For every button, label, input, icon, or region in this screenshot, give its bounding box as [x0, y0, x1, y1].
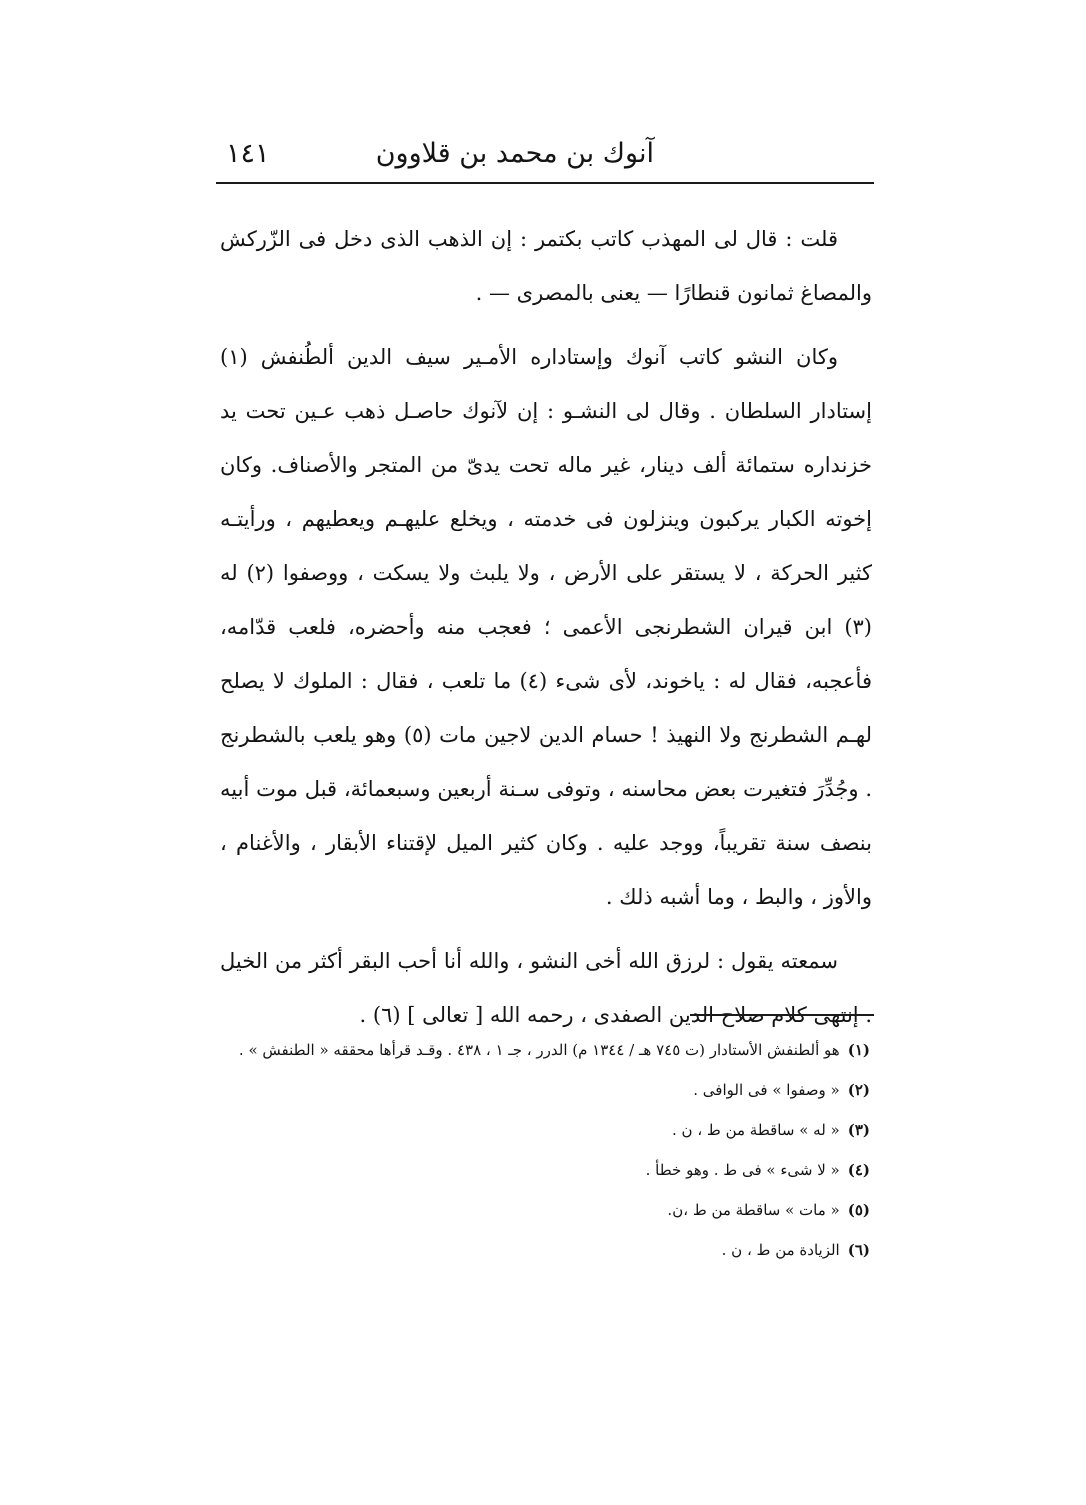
- footnote-text: « مات » ساقطة من ط ،ن.: [667, 1201, 840, 1219]
- footnote-number: (٤): [847, 1161, 870, 1179]
- paragraph-3: سمعته يقول : لرزق الله أخى النشو ، والله أنا أحب البقر أكثر من الخيل . إنتهى كلام صلاح الدين الصفدى ، رحمه الله [ تعالى ] (٦) .: [220, 949, 872, 1027]
- header-rule: [216, 182, 874, 184]
- footnotes-rule: [690, 1014, 874, 1016]
- footnote: [220, 1190, 870, 1230]
- footnote: [220, 1070, 870, 1110]
- footnote-text: « لا شىء » فى ط . وهو خطأ .: [645, 1161, 840, 1179]
- footnotes: [220, 1030, 870, 1270]
- paragraph-1: قلت : قال لى المهذب كاتب بكتمر : إن الذهب الذى دخل فى الزّركش والمصاغ ثمانون قنطارًا — يعنى بالمصرى — .: [220, 227, 872, 305]
- footnote: [220, 1150, 870, 1190]
- footnote-text: « وصفوا » فى الوافى .: [693, 1081, 840, 1099]
- running-title: آنوك بن محمد بن قلاوون: [375, 138, 654, 169]
- footnote: [220, 1110, 870, 1150]
- footnote: [220, 1030, 870, 1070]
- footnote-number: (١): [847, 1041, 870, 1059]
- footnote-number: (٦): [847, 1241, 870, 1259]
- footnote-number: (٢): [847, 1081, 870, 1099]
- footnote-text: هو ألطنفش الأستادار (ت ٧٤٥ هـ / ١٣٤٤ م) الدرر ، جـ ١ ، ٤٣٨ . وقـد قرأها محققه « الطنفش » .: [238, 1041, 840, 1059]
- body-text: [220, 212, 872, 1042]
- footnote-text: الزيادة من ط ، ن .: [721, 1241, 840, 1259]
- footnote-number: (٣): [847, 1121, 870, 1139]
- footnote-number: (٥): [847, 1201, 870, 1219]
- paragraph-2: وكان النشو كاتب آنوك وإستاداره الأمـير سيف الدين ألطُنفش (١) إستادار السلطان . وقال لى النشـو : إن لآنوك حاصـل ذهب عـين تحت يد خزنداره ستمائة ألف دينار، غير ماله تحت يدىّ من المتجر والأصناف. وكان إخوته الكبار يركبون وينزلون فى خدمته ، ويخلع عليهـم ويعطيهم ، ورأيتـه كثير الحركة ، لا يستقر على الأرض ، ولا يلبث ولا يسكت ، ووصفوا (٢) له (٣) ابن قيران الشطرنجى الأعمى ؛ فعجب منه وأحضره، فلعب قدّامه، فأعجبه، فقال له : ياخوند، لأى شىء (٤) ما تلعب ، فقال : الملوك لا يصلح لهـم الشطرنج ولا النهيذ ! حسام الدين لاجين مات (٥) وهو يلعب بالشطرنج . وجُدِّرَ فتغيرت بعض محاسنه ، وتوفى سـنة أربعين وسبعمائة، قبل موت أبيه بنصف سنة تقريباً، ووجد عليه . وكان كثير الميل لإقتناء الأبقار ، والأغنام ، والأوز ، والبط ، وما أشبه ذلك .: [220, 345, 872, 909]
- page-number: ١٤١: [226, 138, 270, 169]
- page-header: [216, 134, 874, 178]
- footnote: [220, 1230, 870, 1270]
- footnote-text: « له » ساقطة من ط ، ن .: [672, 1121, 840, 1139]
